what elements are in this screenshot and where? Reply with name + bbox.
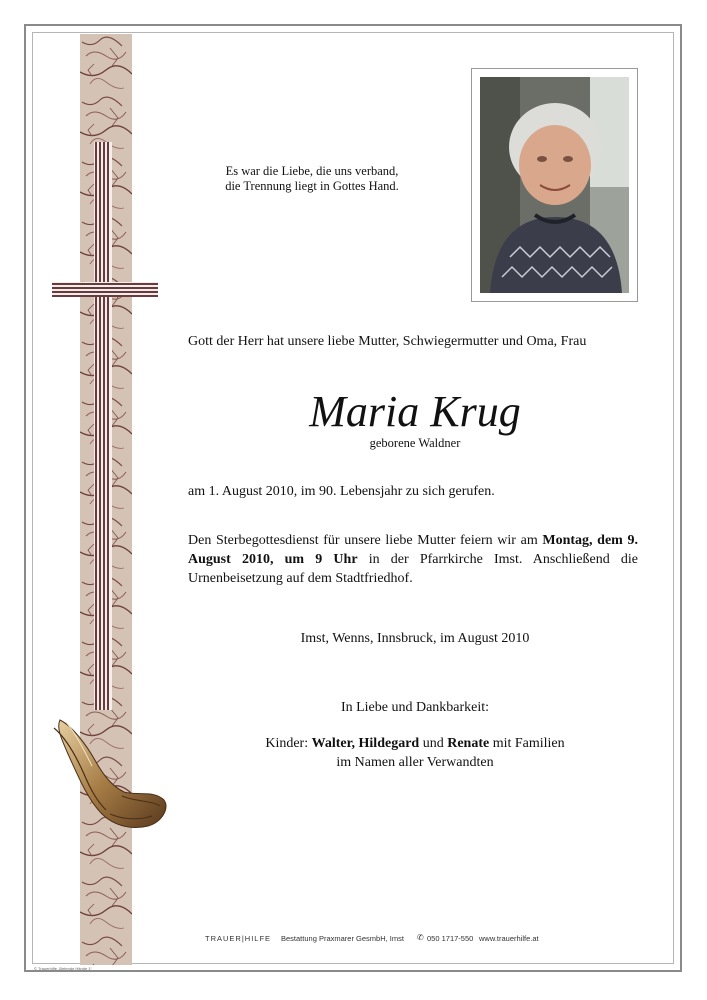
place-date: Imst, Wenns, Innsbruck, im August 2010: [300, 631, 530, 646]
footer-phone: 050 1717-550: [427, 934, 474, 943]
mourners: [220, 734, 610, 772]
children-suffix: mit Familien: [489, 736, 565, 751]
service-text-1: Den Sterbegottesdienst für unsere liebe Mutter feiern wir am: [188, 533, 543, 548]
children-line: [220, 734, 610, 753]
children-name-2: Renate: [447, 736, 490, 751]
closing-line: In Liebe und Dankbarkeit:: [340, 700, 490, 715]
children-conj: und: [419, 736, 448, 751]
service-date: Montag, dem 9. August 2010, um 9 Uhr: [188, 533, 638, 567]
intro-text: Gott der Herr hat unsere liebe Mutter, Schwiegermutter und Oma, Frau: [188, 334, 587, 349]
footer: [205, 932, 565, 946]
service-notice: [188, 531, 638, 588]
praying-hands-icon: [52, 716, 170, 836]
maiden-name: geborene Waldner: [369, 436, 461, 450]
deceased-name: Maria Krug: [309, 387, 521, 436]
footer-logo: TRAUER|HILFE: [205, 934, 272, 943]
motto: [180, 164, 444, 194]
children-prefix: Kinder:: [265, 736, 312, 751]
death-notice: am 1. August 2010, im 90. Lebensjahr zu sich gerufen.: [188, 484, 495, 499]
phone-icon: ✆: [417, 933, 424, 942]
children-names-1: Walter, Hildegard: [311, 736, 420, 751]
footer-company: Bestattung Praxmarer GesmbH, Imst: [281, 934, 404, 943]
service-text-2: in der Pfarrkirche Imst. Anschließend die Urnenbeisetzung auf dem Stadtfriedhof.: [188, 552, 639, 586]
copyright-note: © Trauerhilfe „Betende Hände 1“: [34, 966, 92, 971]
cross-icon: [52, 142, 162, 710]
relatives-line: im Namen aller Verwandten: [336, 755, 494, 770]
footer-website: www.trauerhilfe.at: [479, 934, 539, 943]
motto-line-2: die Trennung liegt in Gottes Hand.: [225, 179, 399, 193]
portrait-photo: [480, 77, 629, 293]
portrait-frame: [471, 68, 638, 302]
motto-line-1: Es war die Liebe, die uns verband,: [225, 164, 399, 178]
